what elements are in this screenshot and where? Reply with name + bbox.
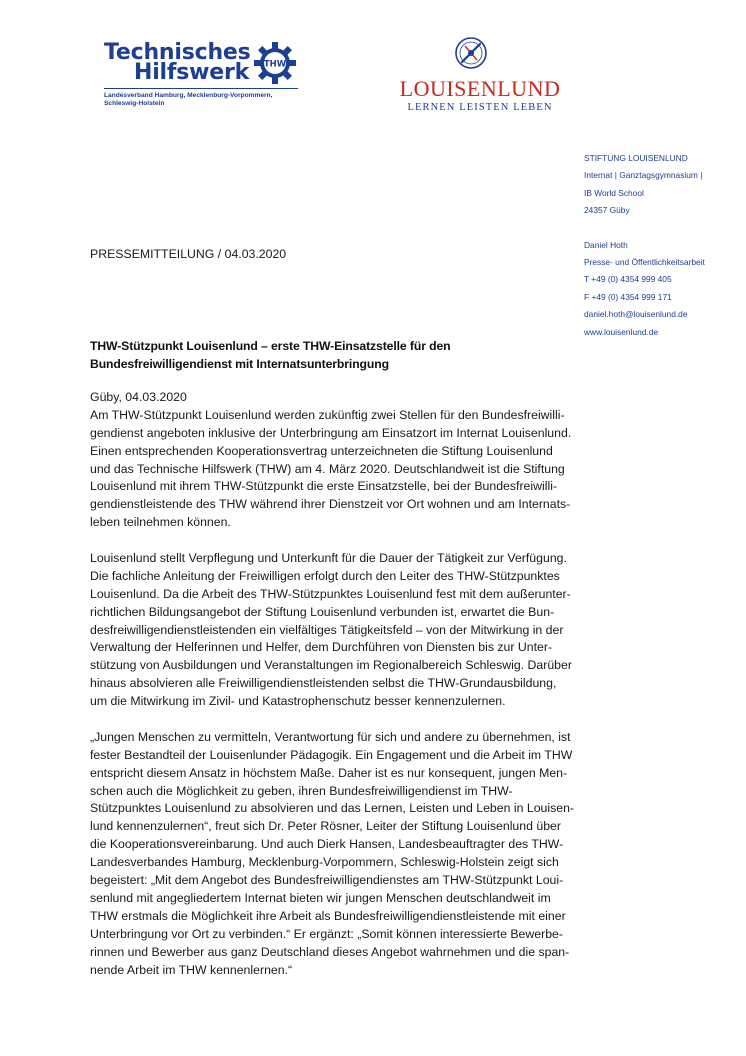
sender-contact-name: Daniel Hoth	[584, 239, 628, 250]
headline-line: Bundesfreiwilligendienst mit Internatsunterbringung	[90, 357, 389, 371]
text-line: Güby, 04.03.2020	[90, 390, 187, 404]
thw-gear-icon	[254, 42, 296, 84]
text-line: Einen entsprechenden Kooperationsvertrag unterzeichneten die Stiftung Louisenlund	[90, 443, 553, 458]
text-line: Landesverbandes Hamburg, Mecklenburg-Vorpommern, Schleswig-Holstein zeigt sich	[90, 855, 559, 870]
paragraph-3	[90, 729, 650, 979]
sender-org-type: Internat | Ganztagsgymnasium |	[584, 170, 703, 181]
text-line: hinaus absolvieren alle Freiwilligendienstleistenden selbst die THW-Grundausbildung,	[90, 676, 557, 691]
text-line: leben teilnehmen können.	[90, 515, 231, 530]
text-line: entspricht diesem Ansatz in höchstem Maße. Daher ist es nur konsequent, jungen Men-	[90, 765, 568, 780]
text-line: stützung von Ausbildungen und Veranstaltungen im Regionalbereich Schleswig. Darüber	[90, 658, 572, 673]
text-line: senlund mit angegliedertem Internat bieten wir jungen Menschen deutschlandweit im	[90, 890, 551, 905]
thw-logo-word-hilfswerk: Hilfswerk	[134, 60, 250, 85]
sender-contact-phone: T +49 (0) 4354 999 405	[584, 274, 672, 285]
text-line: fester Bestandteil der Louisenlunder Pädagogik. Ein Engagement und die Arbeit im THW	[90, 747, 573, 762]
text-line: gendienstleistende des THW während ihrer Dienstzeit vor Ort wohnen und am Internats-	[90, 497, 571, 512]
text-line: lund kennenzulernen“, freut sich Dr. Peter Rösner, Leiter der Stiftung Louisenlund über	[90, 819, 561, 834]
text-line: um die Mitwirkung im Zivil- und Katastrophenschutz besser kennenzulernen.	[90, 694, 506, 709]
text-line: Louisenlund. Da die Arbeit des THW-Stützpunktes Louisenlund fest mit dem außerunter-	[90, 586, 571, 601]
text-line: begeistert: „Mit dem Angebot des Bundesfreiwilligendienstes am THW-Stützpunkt Loui-	[90, 873, 564, 888]
thw-logo-rule	[104, 88, 298, 89]
body-text	[90, 389, 650, 979]
text-line: desfreiwilligendienstleistenden ein vielfältiges Tätigkeitsfeld – von der Mitwirkung in der	[90, 622, 564, 637]
text-line: die Kooperationsvereinbarung. Und auch Dierk Hansen, Landesbeauftragter des THW-	[90, 837, 564, 852]
thw-logo	[88, 42, 328, 122]
sender-contact-email[interactable]: daniel.hoth@louisenlund.de	[584, 309, 688, 320]
text-line: Louisenlund mit ihrem THW-Stützpunkt die erste Einsatzstelle, bei der Bundesfreiwilli-	[90, 479, 558, 494]
thw-emblem-letters: THW	[263, 59, 287, 70]
text-line: Unterbringung vor Ort zu verbinden.“ Er ergänzt: „Somit können interessierte Bewerbe-	[90, 926, 563, 941]
text-line: Am THW-Stützpunkt Louisenlund werden zukünftig zwei Stellen für den Bundesfreiwilli-	[90, 407, 565, 422]
louisenlund-logo-name: LOUISENLUND	[399, 76, 561, 101]
louisenlund-logo	[392, 36, 568, 120]
sender-org-address: 24357 Güby	[584, 205, 630, 216]
text-line: und das Technische Hilfswerk (THW) am 4. März 2020. Deutschlandweit ist die Stiftung	[90, 461, 565, 476]
headline	[90, 337, 610, 373]
sender-org-name: STIFTUNG LOUISENLUND	[584, 153, 688, 163]
paragraph-2	[90, 550, 650, 711]
sender-contact-role: Presse- und Öffentlichkeitsarbeit	[584, 257, 705, 268]
text-line: schen auch die Möglichkeit zu geben, ihren Bundesfreiwilligendienst im THW-	[90, 783, 513, 798]
sender-contact-fax: F +49 (0) 4354 999 171	[584, 291, 672, 302]
thw-logo-subtitle-2: Schleswig-Holstein	[104, 100, 165, 107]
sender-info	[584, 150, 744, 341]
sender-org-school: IB World School	[584, 187, 644, 198]
text-line: Die fachliche Anleitung der Freiwilligen erfolgt durch den Leiter des THW-Stützpunktes	[90, 568, 560, 583]
louisenlund-logo-tagline: LERNEN LEISTEN LEBEN	[407, 102, 553, 113]
thw-logo-word-technisches: Technisches	[104, 40, 251, 65]
sender-contact-website[interactable]: www.louisenlund.de	[584, 326, 659, 337]
text-line: „Jungen Menschen zu vermitteln, Verantwortung für sich und andere zu übernehmen, ist	[90, 729, 571, 744]
text-line: rinnen und Bewerber aus ganz Deutschland dieses Angebot wahrnehmen und die span-	[90, 944, 570, 959]
headline-line: THW-Stützpunkt Louisenlund – erste THW-Einsatzstelle für den	[90, 339, 451, 353]
text-line: Verwaltung der Helferinnen und Helfer, dem Durchführen von Diensten bis zur Unter-	[90, 640, 553, 655]
text-line: nende Arbeit im THW kennenlernen.“	[90, 962, 293, 977]
press-release-label: PRESSEMITTEILUNG / 04.03.2020	[90, 247, 287, 261]
text-line: richtlichen Bildungsangebot der Stiftung Louisenlund verbunden ist, erwartet die Bun-	[90, 604, 555, 619]
text-line: Stützpunktes Louisenlund zu absolvieren und das Lernen, Leisten und Leben in Louisen-	[90, 801, 575, 816]
paragraph-1	[90, 389, 650, 532]
text-line: gendienst angeboten inklusive der Unterbringung am Einsatzort im Internat Louisenlund.	[90, 425, 572, 440]
thw-logo-subtitle-1: Landesverband Hamburg, Mecklenburg-Vorpommern,	[104, 92, 273, 99]
text-line: Louisenlund stellt Verpflegung und Unterkunft für die Dauer der Tätigkeit zur Verfügung.	[90, 551, 567, 566]
louisenlund-emblem-icon	[454, 36, 488, 70]
text-line: THW erstmals die Möglichkeit ihre Arbeit als Bundesfreiwilligendienstleistende mit einer	[90, 908, 566, 923]
